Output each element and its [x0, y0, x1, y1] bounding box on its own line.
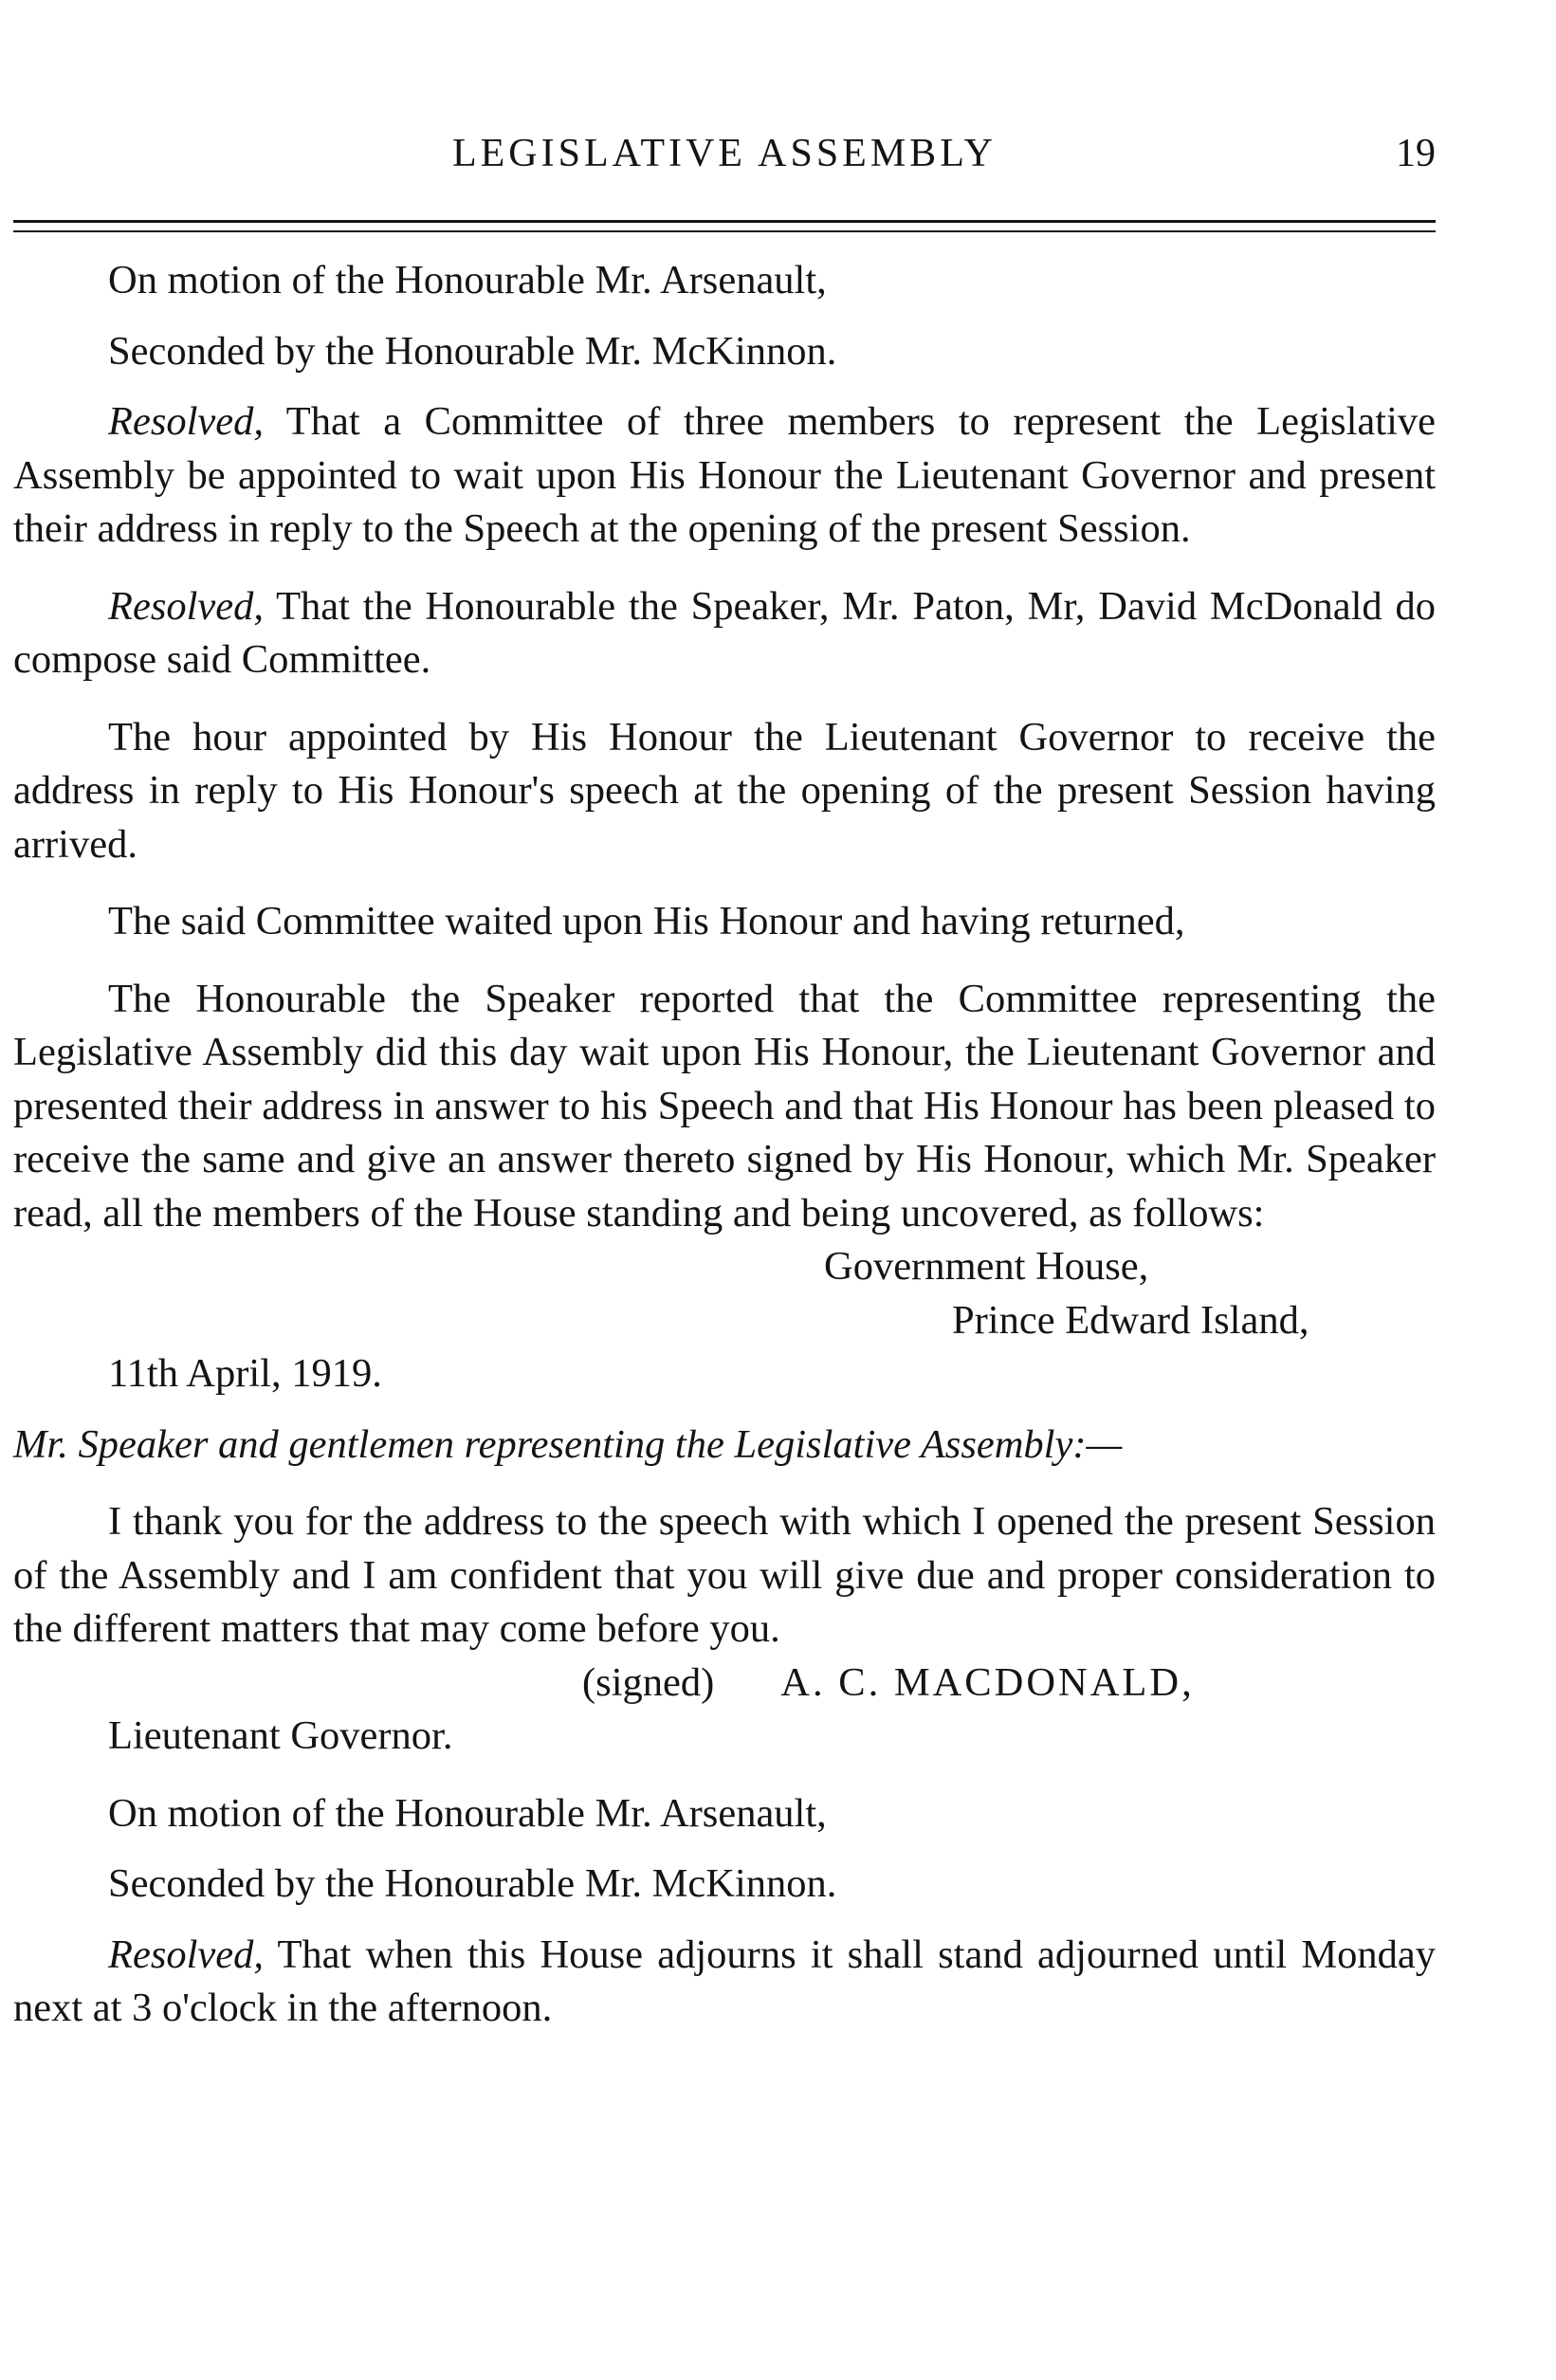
- resolved-lead: Resolved,: [108, 399, 265, 444]
- resolved-lead: Resolved,: [108, 583, 265, 629]
- narrative-paragraph: The said Committee waited upon His Honour and having returned,: [108, 899, 1185, 943]
- motion-paragraph: On motion of the Honourable Mr. Arsenault,: [108, 258, 827, 302]
- running-title: LEGISLATIVE ASSEMBLY: [452, 132, 997, 175]
- resolution-paragraph: [13, 1929, 1436, 2036]
- narrative-paragraph: The hour appointed by His Honour the Lieutenant Governor to receive the address in reply to His Honour's speech at the opening of the present Session having arrived.: [13, 714, 1436, 867]
- letter-salutation: Mr. Speaker and gentlemen representing the Legislative Assembly:—: [13, 1421, 1123, 1467]
- resolution-paragraph: [13, 395, 1436, 557]
- seconded-paragraph: Seconded by the Honourable Mr. McKinnon.: [108, 1861, 837, 1906]
- resolution-text: That a Committee of three members to represent the Legislative Assembly be appointed to wait upon His Honour the Lieutenant Governor and present their address in reply to the Speech at the opening of the present Session.: [13, 399, 1436, 551]
- letter-address-line: Prince Edward Island,: [952, 1297, 1309, 1343]
- signer-title: Lieutenant Governor.: [108, 1713, 453, 1758]
- letter-body: I thank you for the address to the speech with which I opened the present Session of the Assembly and I am confident that you will give due and proper consideration to the different matters that may come before you.: [13, 1499, 1436, 1651]
- signed-label: (signed): [582, 1659, 715, 1705]
- header-rule-thick: [13, 220, 1436, 223]
- page-body: [13, 254, 1436, 2036]
- letter-address-line: Government House,: [824, 1244, 1149, 1289]
- page-number: 19: [1396, 132, 1436, 175]
- resolution-paragraph: [13, 580, 1436, 687]
- signer-name: A. C. MACDONALD,: [780, 1659, 1195, 1705]
- resolution-text: That when this House adjourns it shall stand adjourned until Monday next at 3 o'clock in the afternoon.: [13, 1931, 1436, 2030]
- letter-date: 11th April, 1919.: [108, 1351, 382, 1396]
- motion-paragraph: On motion of the Honourable Mr. Arsenault,: [108, 1790, 827, 1836]
- running-header: [13, 123, 1436, 180]
- signature-line: [13, 1657, 1436, 1711]
- resolution-text: That the Honourable the Speaker, Mr. Paton, Mr, David McDonald do compose said Committee.: [13, 583, 1436, 682]
- resolved-lead: Resolved,: [108, 1931, 265, 1977]
- narrative-paragraph: The Honourable the Speaker reported that the Committee representing the Legislative Assembly did this day wait upon His Honour, the Lieutenant Governor and presented their address in answer to his Speech and that His Honour has been pleased to receive the same and give an answer thereto signed by His Honour, which Mr. Speaker read, all the members of the House standing and being uncovered, as follows:: [13, 976, 1436, 1236]
- seconded-paragraph: Seconded by the Honourable Mr. McKinnon.: [108, 328, 837, 374]
- header-rule-thin: [13, 230, 1436, 232]
